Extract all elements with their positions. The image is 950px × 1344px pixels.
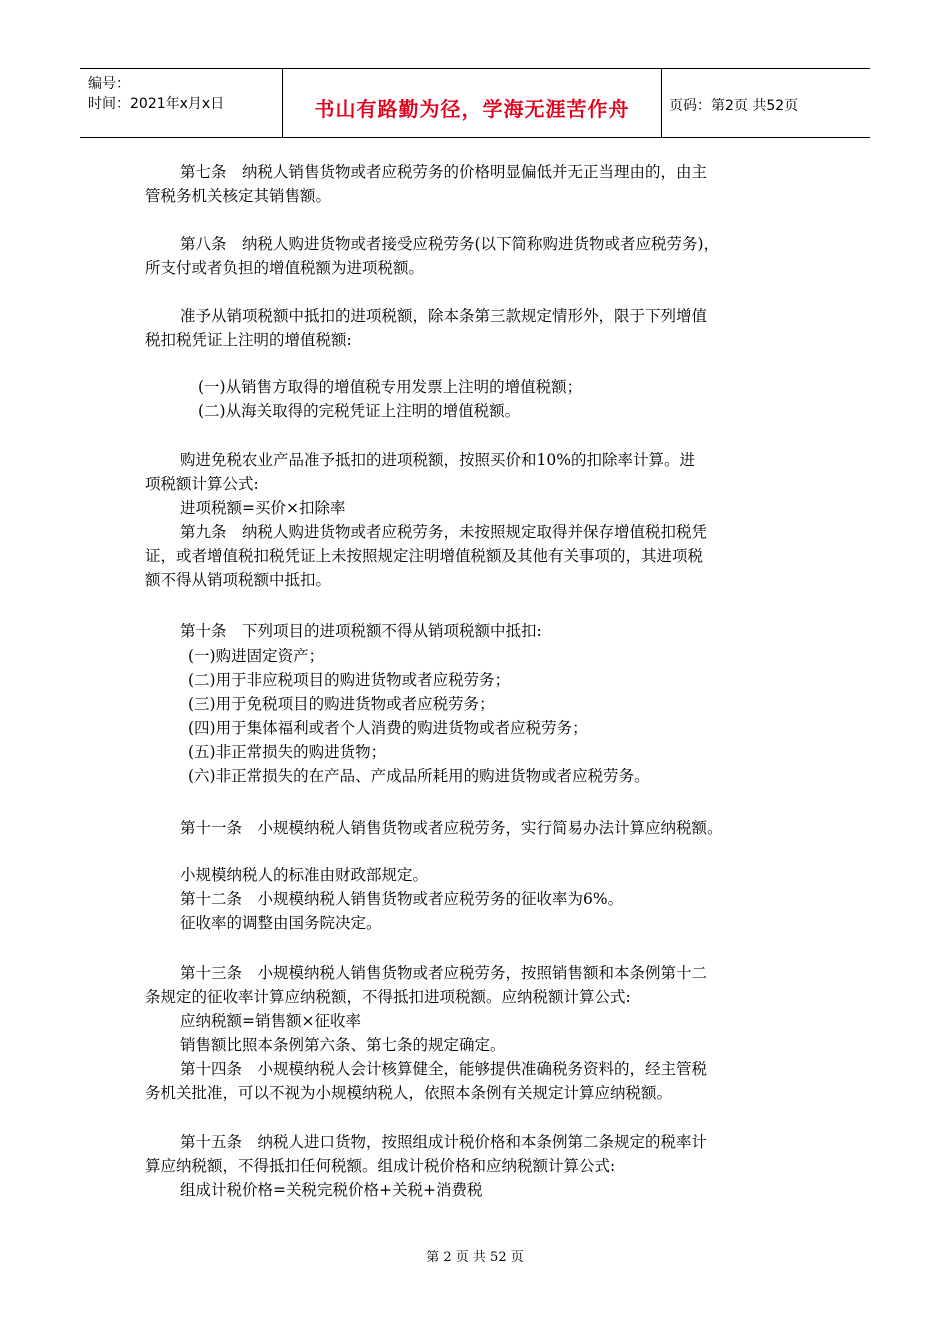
- document-date-label: 时间：2021年x月x日: [88, 96, 225, 112]
- formula-line: 应纳税额=销售额×征收率: [180, 1012, 361, 1030]
- paragraph-line: 准予从销项税额中抵扣的进项税额，除本条第三款规定情形外，限于下列增值: [180, 307, 708, 325]
- list-item: (三)用于免税项目的购进货物或者应税劳务；: [188, 695, 495, 713]
- paragraph-line: 购进免税农业产品准予抵扣的进项税额，按照买价和10%的扣除率计算。进: [180, 451, 695, 469]
- paragraph-line: 税扣税凭证上注明的增值税额:: [145, 331, 352, 349]
- paragraph-line: 第九条 纳税人购进货物或者应税劳务，未按照规定取得并保存增值税扣税凭: [180, 523, 708, 541]
- paragraph-line: 小规模纳税人的标准由财政部规定。: [180, 866, 429, 884]
- list-item: (二)从海关取得的完税凭证上注明的增值税额。: [198, 402, 521, 420]
- paragraph-line: 条规定的征收率计算应纳税额，不得抵扣进项税额。应纳税额计算公式:: [145, 988, 631, 1006]
- formula-line: 组成计税价格=关税完税价格+关税+消费税: [180, 1181, 483, 1199]
- header-page-info: 页码：第2页 共52页: [669, 98, 799, 114]
- list-item: (二)用于非应税项目的购进货物或者应税劳务；: [188, 671, 511, 689]
- header-meta-cell: [80, 69, 282, 137]
- list-item: (四)用于集体福利或者个人消费的购进货物或者应税劳务；: [188, 719, 588, 737]
- page-header: [80, 68, 870, 138]
- paragraph-line: 管税务机关核定其销售额。: [145, 187, 332, 205]
- paragraph-line: 第十三条 小规模纳税人销售货物或者应税劳务，按照销售额和本条例第十二: [180, 964, 708, 982]
- list-item: (六)非正常损失的在产品、产成品所耗用的购进货物或者应税劳务。: [188, 767, 650, 785]
- paragraph-line: 第七条 纳税人销售货物或者应税劳务的价格明显偏低并无正当理由的，由主: [180, 163, 708, 181]
- paragraph-line: 算应纳税额，不得抵扣任何税额。组成计税价格和应纳税额计算公式:: [145, 1157, 616, 1175]
- list-item: (五)非正常损失的购进货物；: [188, 743, 387, 761]
- paragraph-line: 第八条 纳税人购进货物或者接受应税劳务(以下简称购进货物或者应税劳务)，: [180, 235, 720, 253]
- paragraph-line: 务机关批准，可以不视为小规模纳税人，依照本条例有关规定计算应纳税额。: [145, 1084, 673, 1102]
- paragraph-line: 第十五条 纳税人进口货物，按照组成计税价格和本条例第二条规定的税率计: [180, 1133, 708, 1151]
- header-motto: 书山有路勤为径，学海无涯苦作舟: [314, 97, 630, 121]
- header-motto-cell: [282, 69, 662, 137]
- paragraph-line: 所支付或者负担的增值税额为进项税额。: [145, 259, 425, 277]
- paragraph-line: 第十条 下列项目的进项税额不得从销项税额中抵扣:: [180, 622, 542, 640]
- paragraph-line: 第十四条 小规模纳税人会计核算健全，能够提供准确税务资料的，经主管税: [180, 1060, 708, 1078]
- list-item: (一)购进固定资产；: [188, 647, 325, 665]
- list-item: (一)从销售方取得的增值税专用发票上注明的增值税额；: [198, 378, 583, 396]
- paragraph-line: 第十二条 小规模纳税人销售货物或者应税劳务的征收率为6%。: [180, 890, 624, 908]
- formula-line: 进项税额=买价×扣除率: [180, 499, 346, 517]
- document-number-label: 编号：: [88, 76, 130, 92]
- paragraph-line: 额不得从销项税额中抵扣。: [145, 571, 332, 589]
- page-footer: 第 2 页 共 52 页: [426, 1250, 524, 1265]
- paragraph-line: 销售额比照本条例第六条、第七条的规定确定。: [180, 1036, 506, 1054]
- paragraph-line: 征收率的调整由国务院决定。: [180, 914, 382, 932]
- header-page-cell: [661, 69, 870, 137]
- paragraph-line: 项税额计算公式:: [145, 475, 259, 493]
- paragraph-line: 第十一条 小规模纳税人销售货物或者应税劳务，实行简易办法计算应纳税额。: [180, 819, 723, 837]
- paragraph-line: 证，或者增值税扣税凭证上未按照规定注明增值税额及其他有关事项的，其进项税: [145, 547, 704, 565]
